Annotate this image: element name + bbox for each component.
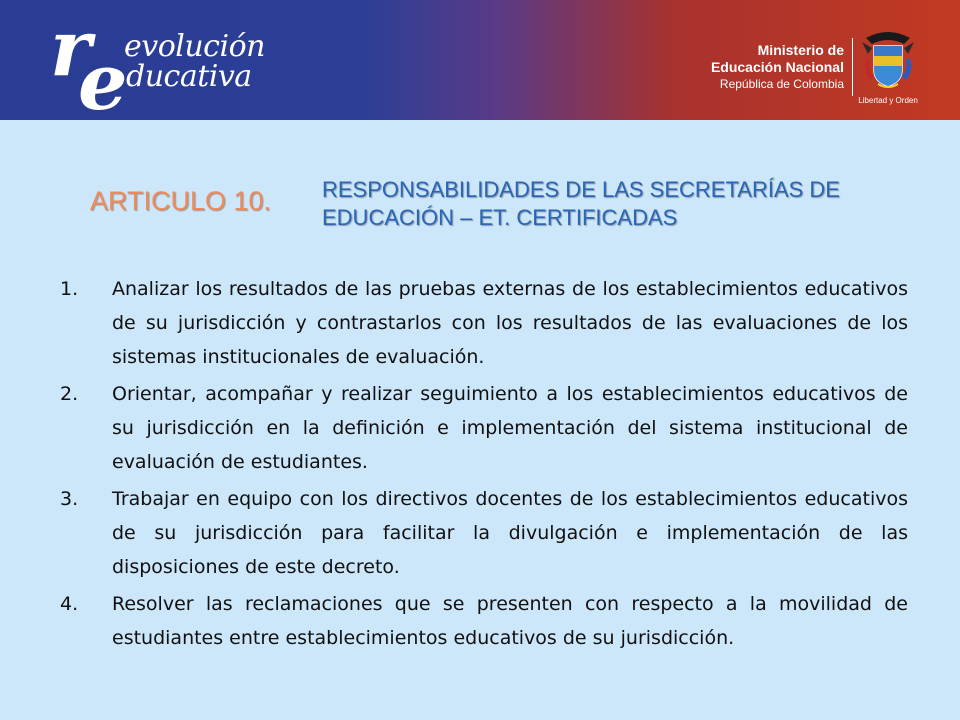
article-label: ARTICULO 10. [90,186,272,216]
motto-text: Libertad y Orden [858,96,918,105]
responsibilities-list [60,272,908,658]
article-heading-line-2: EDUCACIÓN – ET. CERTIFICADAS [322,205,678,230]
ministry-line-2: Educación Nacional [710,59,844,75]
list-item-number: 1. [60,278,79,300]
logo-letter-e: e [78,37,128,120]
list-item-text: Trabajar en equipo con los directivos docentes de los establecimientos educativos de su jurisdicción para facilitar la divulgación e implementación de las disposiciones de este decreto. [112,488,908,578]
list-item [60,482,908,584]
list-item-number: 3. [60,488,79,510]
colombia-coat-of-arms-icon [858,28,918,92]
ministry-name [711,42,844,92]
header-divider [852,38,853,96]
logo-word-educativa: ducativa [126,59,252,94]
list-item-text: Resolver las reclamaciones que se presenten con respecto a la movilidad de estudiantes entre establecimientos educativos de su jurisdicción. [112,593,908,649]
logo-word-revolucion: evolución [124,29,265,64]
list-item [60,272,908,374]
article-heading [322,176,922,232]
list-item-text: Analizar los resultados de las pruebas externas de los establecimientos educativos de su jurisdicción y contrastarlos con los resultados de las evaluaciones de los sistemas institucionales de evaluación. [112,278,908,368]
list-item [60,587,908,655]
ministry-line-1: Ministerio de [757,42,844,58]
list-item [60,377,908,479]
logo-letter-r: r [50,3,92,94]
list-item-number: 2. [60,383,79,405]
article-heading-line-1: RESPONSABILIDADES DE LAS SECRETARÍAS DE [322,177,840,202]
ministry-line-3: República de Colombia [719,77,844,91]
list-item-text: Orientar, acompañar y realizar seguimiento a los establecimientos educativos de su jurisdicción en la definición e implementación del sistema institucional de evaluación de estudiantes. [112,383,908,473]
list-item-number: 4. [60,593,79,615]
revolucion-educativa-logo [50,3,290,120]
header-banner [0,0,960,120]
